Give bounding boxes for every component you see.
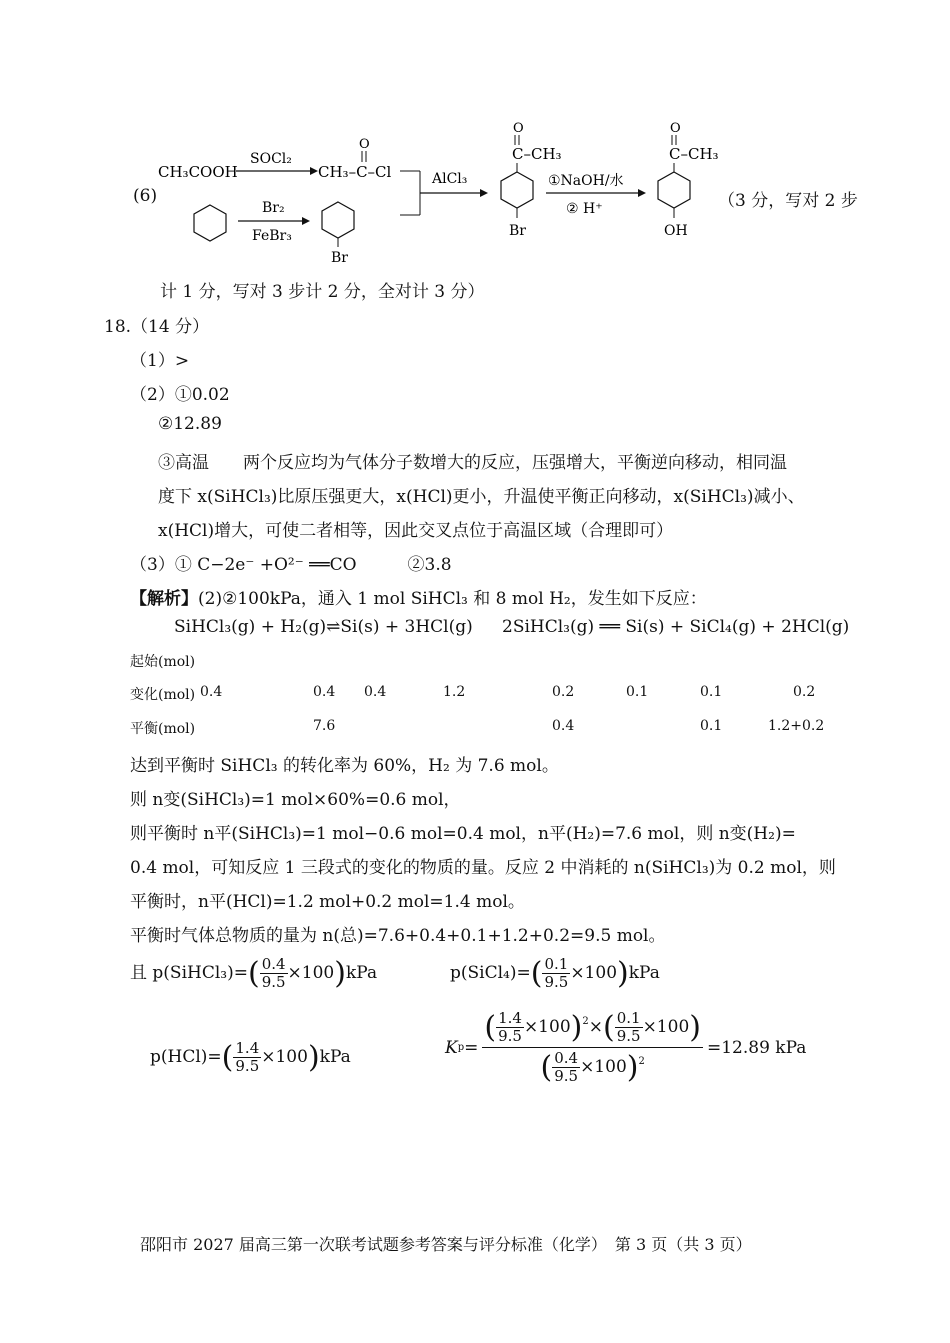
formula-p-sihcl3: 且 p(SiHCl₃)=( $\frac{0.4}{9.5}$ ×100)kPa [130, 955, 378, 991]
analysis-p3-line2: 0.4 mol，可知反应 1 三段式的变化的物质的量。反应 2 中消耗的 n(SiHCl₃)为 0.2 mol，则 [130, 858, 836, 878]
equation-2: 2SiHCl₃(g) ══ Si(s) + SiCl₄(g) + 2HCl(g) [502, 617, 850, 637]
analysis-p3-line1: 则平衡时 n平(SiHCl₃)=1 mol−0.6 mol=0.4 mol，n平(H₂)=7.6 mol，则 n变(H₂)= [130, 824, 796, 844]
change-val: 0.4 [364, 684, 387, 700]
change-val: 0.4 [200, 684, 223, 700]
analysis-tag: 【解析】 [130, 589, 198, 609]
reagent-febr3: FeBr₃ [252, 228, 292, 244]
int-br: Br [509, 223, 526, 239]
formula-p-sicl4: p(SiCl₄)=( $\frac{0.1}{9.5}$ ×100)kPa [450, 955, 660, 991]
benzene-ring [194, 205, 226, 241]
eq-val: 0.1 [700, 718, 723, 734]
formula-p-hcl: p(HCl)=( $\frac{1.4}{9.5}$ ×100)kPa [150, 1039, 351, 1075]
q18-answer-2-1: （2）①0.02 [130, 385, 230, 405]
reagent-alcl3: AlCl₃ [432, 171, 468, 187]
reagent-naoh: ①NaOH/水 [548, 173, 624, 189]
question-label: (6) [133, 186, 158, 206]
q18-header: 18.（14 分） [104, 317, 210, 337]
analysis-p2: 则 n变(SiHCl₃)=1 mol×60%=0.6 mol， [130, 790, 461, 810]
change-val: 0.2 [793, 684, 816, 700]
row-label-change: 变化(mol) [130, 687, 196, 703]
q18-answer-1: （1）> [130, 351, 190, 371]
q18-answer-2-3-line1: ③高温 两个反应均为气体分子数增大的反应，压强增大，平衡逆向移动，相同温 [158, 453, 787, 473]
carbonyl-o: O [359, 137, 370, 152]
synthesis-scheme [150, 115, 730, 270]
score-note-2: 计 1 分，写对 3 步计 2 分，全对计 3 分） [160, 282, 485, 302]
change-val: 0.1 [626, 684, 649, 700]
reagent-socl2: SOCl₂ [250, 151, 292, 167]
analysis-p3-line3: 平衡时，n平(HCl)=1.2 mol+0.2 mol=1.4 mol。 [130, 892, 525, 912]
product-acetyl-chloride: CH₃–C–Cl [318, 163, 392, 181]
q18-answer-3: （3）① C−2e⁻ +O²⁻ ══CO ②3.8 [130, 555, 452, 575]
eq-val: 7.6 [313, 718, 336, 734]
final-acetyl: C–CH₃ [669, 145, 719, 163]
row-label-eq: 平衡(mol) [130, 721, 196, 737]
score-note-1: （3 分，写对 2 步 [718, 191, 858, 211]
final-carbonyl-o: O [670, 121, 681, 136]
change-val: 0.4 [313, 684, 336, 700]
analysis-p1: 达到平衡时 SiHCl₃ 的转化率为 60%，H₂ 为 7.6 mol。 [130, 756, 559, 776]
br-substituent: Br [331, 250, 348, 266]
eq-val: 0.4 [552, 718, 575, 734]
analysis-intro-text: (2)②100kPa，通入 1 mol SiHCl₃ 和 8 mol H₂，发生如下反应： [198, 589, 707, 609]
page-footer: 邵阳市 2027 届高三第一次联考试题参考答案与评分标准（化学） 第 3 页（共 3 页） [140, 1235, 752, 1254]
intermediate-ring [501, 172, 533, 208]
change-val: 0.1 [700, 684, 723, 700]
q18-answer-2-3-line3: x(HCl)增大，可使二者相等，因此交叉点位于高温区域（合理即可） [158, 521, 674, 541]
reactant-acetic-acid: CH₃COOH [158, 163, 238, 181]
reagent-br2: Br₂ [262, 200, 285, 216]
final-oh: OH [664, 223, 688, 239]
eq-val: 1.2+0.2 [768, 718, 825, 734]
equation-1: SiHCl₃(g) + H₂(g)⇌Si(s) + 3HCl(g) [174, 617, 473, 637]
analysis-intro [130, 584, 707, 609]
analysis-p4: 平衡时气体总物质的量为 n(总)=7.6+0.4+0.1+1.2+0.2=9.5 mol。 [130, 926, 666, 946]
change-val: 0.2 [552, 684, 575, 700]
final-ring [658, 172, 690, 208]
bromobenzene-ring [322, 202, 354, 238]
formula-kp: K p = ( $\frac{1.4}{9.5}$ ×100)$^2$×( $\frac{0.1}{9.5}$ ×100) ( $\frac{0.4}{9.5}$ ×100)$^2$ =12.89 kPa [445, 1009, 807, 1085]
change-val: 1.2 [443, 684, 466, 700]
int-acetyl: C–CH₃ [512, 145, 562, 163]
q18-answer-2-2: ②12.89 [158, 414, 222, 434]
reagent-acid: ② H⁺ [566, 201, 603, 217]
row-label-start: 起始(mol) [130, 654, 196, 670]
int-carbonyl-o: O [513, 121, 524, 136]
q18-answer-2-3-line2: 度下 x(SiHCl₃)比原压强更大，x(HCl)更小，升温使平衡正向移动，x(SiHCl₃)减小、 [158, 487, 805, 507]
